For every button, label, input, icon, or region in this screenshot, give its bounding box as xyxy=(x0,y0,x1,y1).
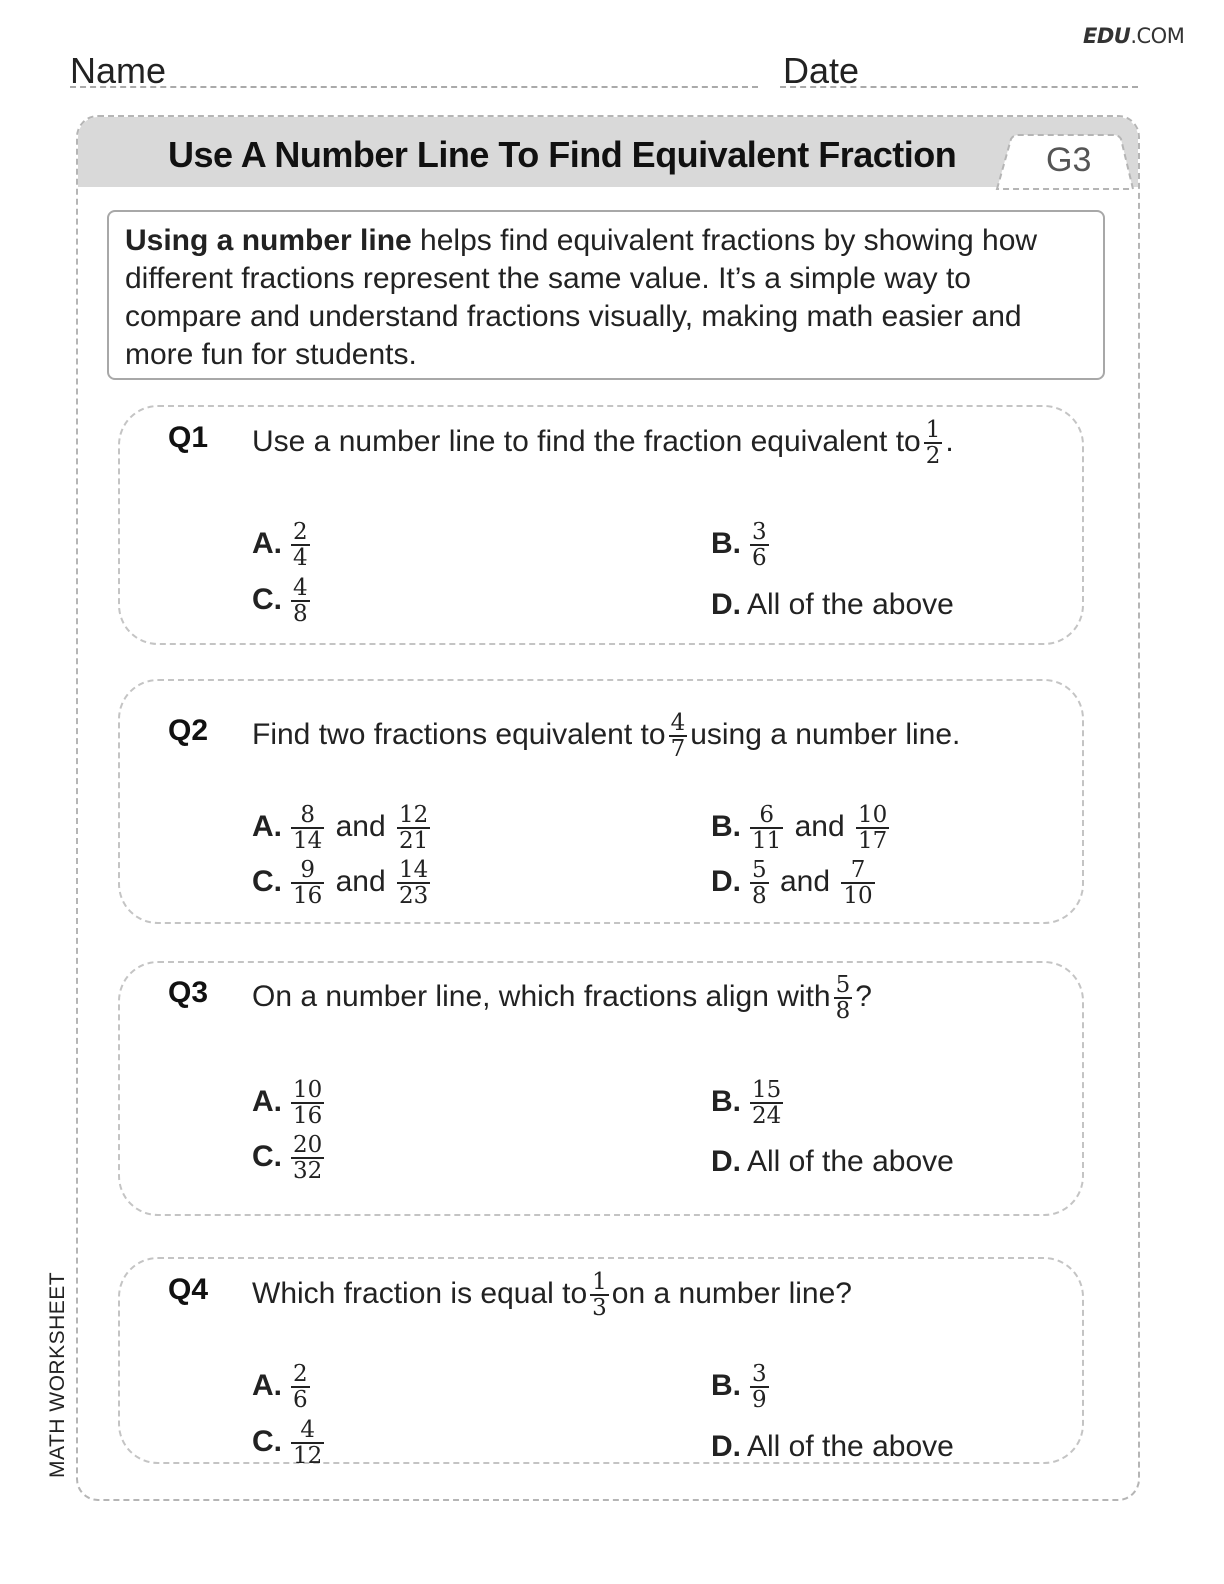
side-label: MATH WORKSHEET xyxy=(46,1271,69,1478)
option-a[interactable]: A. $\frac{8}{14}$ and $\frac{12}{21}$ xyxy=(252,802,429,854)
intro-box xyxy=(107,210,1105,380)
brand-logo: EDU.COM xyxy=(1083,24,1185,48)
date-field[interactable] xyxy=(780,86,1138,88)
option-d[interactable]: D. All of the above xyxy=(711,1430,954,1463)
option-b[interactable]: B. $\frac{3}{6}$ xyxy=(711,519,767,571)
name-field[interactable] xyxy=(70,86,758,88)
option-b[interactable]: B. $\frac{15}{24}$ xyxy=(711,1077,782,1129)
option-a[interactable]: A. $\frac{10}{16}$ xyxy=(252,1077,323,1129)
name-date-row xyxy=(70,50,1140,90)
intro-text: helps find equivalent fractions by showing how different fractions represent the same value. It’s a simple way to compare and understand fractions visually, making math easier and more fun for students. xyxy=(125,224,1038,371)
date-label: Date xyxy=(783,50,860,91)
question-text: On a number line, which fractions align with $\frac{5}{8}$ ? xyxy=(252,972,872,1024)
question-fraction: $\frac{5}{8}$ xyxy=(835,972,851,1024)
grade-badge: G3 xyxy=(1046,141,1092,179)
option-d[interactable]: D. $\frac{5}{8}$ and $\frac{7}{10}$ xyxy=(711,857,873,909)
option-c[interactable]: C. $\frac{9}{16}$ and $\frac{14}{23}$ xyxy=(252,857,429,909)
question-number: Q1 xyxy=(168,421,209,454)
question-number: Q3 xyxy=(168,976,209,1009)
option-b[interactable]: B. $\frac{3}{9}$ xyxy=(711,1361,767,1413)
option-a[interactable]: A. $\frac{2}{6}$ xyxy=(252,1361,308,1413)
option-d[interactable]: D. All of the above xyxy=(711,588,954,621)
question-fraction: $\frac{1}{2}$ xyxy=(925,417,941,469)
option-c[interactable]: C. $\frac{20}{32}$ xyxy=(252,1132,323,1184)
question-number: Q2 xyxy=(168,714,209,747)
question-number: Q4 xyxy=(168,1273,209,1306)
intro-bold: Using a number line xyxy=(125,224,412,257)
question-text: Use a number line to find the fraction equivalent to $\frac{1}{2}$ . xyxy=(252,417,954,469)
question-fraction: $\frac{1}{3}$ xyxy=(592,1269,607,1321)
question-fraction: $\frac{4}{7}$ xyxy=(670,710,686,762)
option-c[interactable]: C. $\frac{4}{8}$ xyxy=(252,575,308,627)
option-d[interactable]: D. All of the above xyxy=(711,1145,954,1178)
option-b[interactable]: B. $\frac{6}{11}$ and $\frac{10}{17}$ xyxy=(711,802,888,854)
name-label: Name xyxy=(70,50,167,91)
option-a[interactable]: A. $\frac{2}{4}$ xyxy=(252,519,308,571)
option-c[interactable]: C. $\frac{4}{12}$ xyxy=(252,1417,323,1469)
question-text: Which fraction is equal to $\frac{1}{3}$ on a number line? xyxy=(252,1269,852,1321)
question-text: Find two fractions equivalent to $\frac{4}{7}$ using a number line. xyxy=(252,710,961,762)
worksheet-title: Use A Number Line To Find Equivalent Fraction xyxy=(168,134,957,175)
